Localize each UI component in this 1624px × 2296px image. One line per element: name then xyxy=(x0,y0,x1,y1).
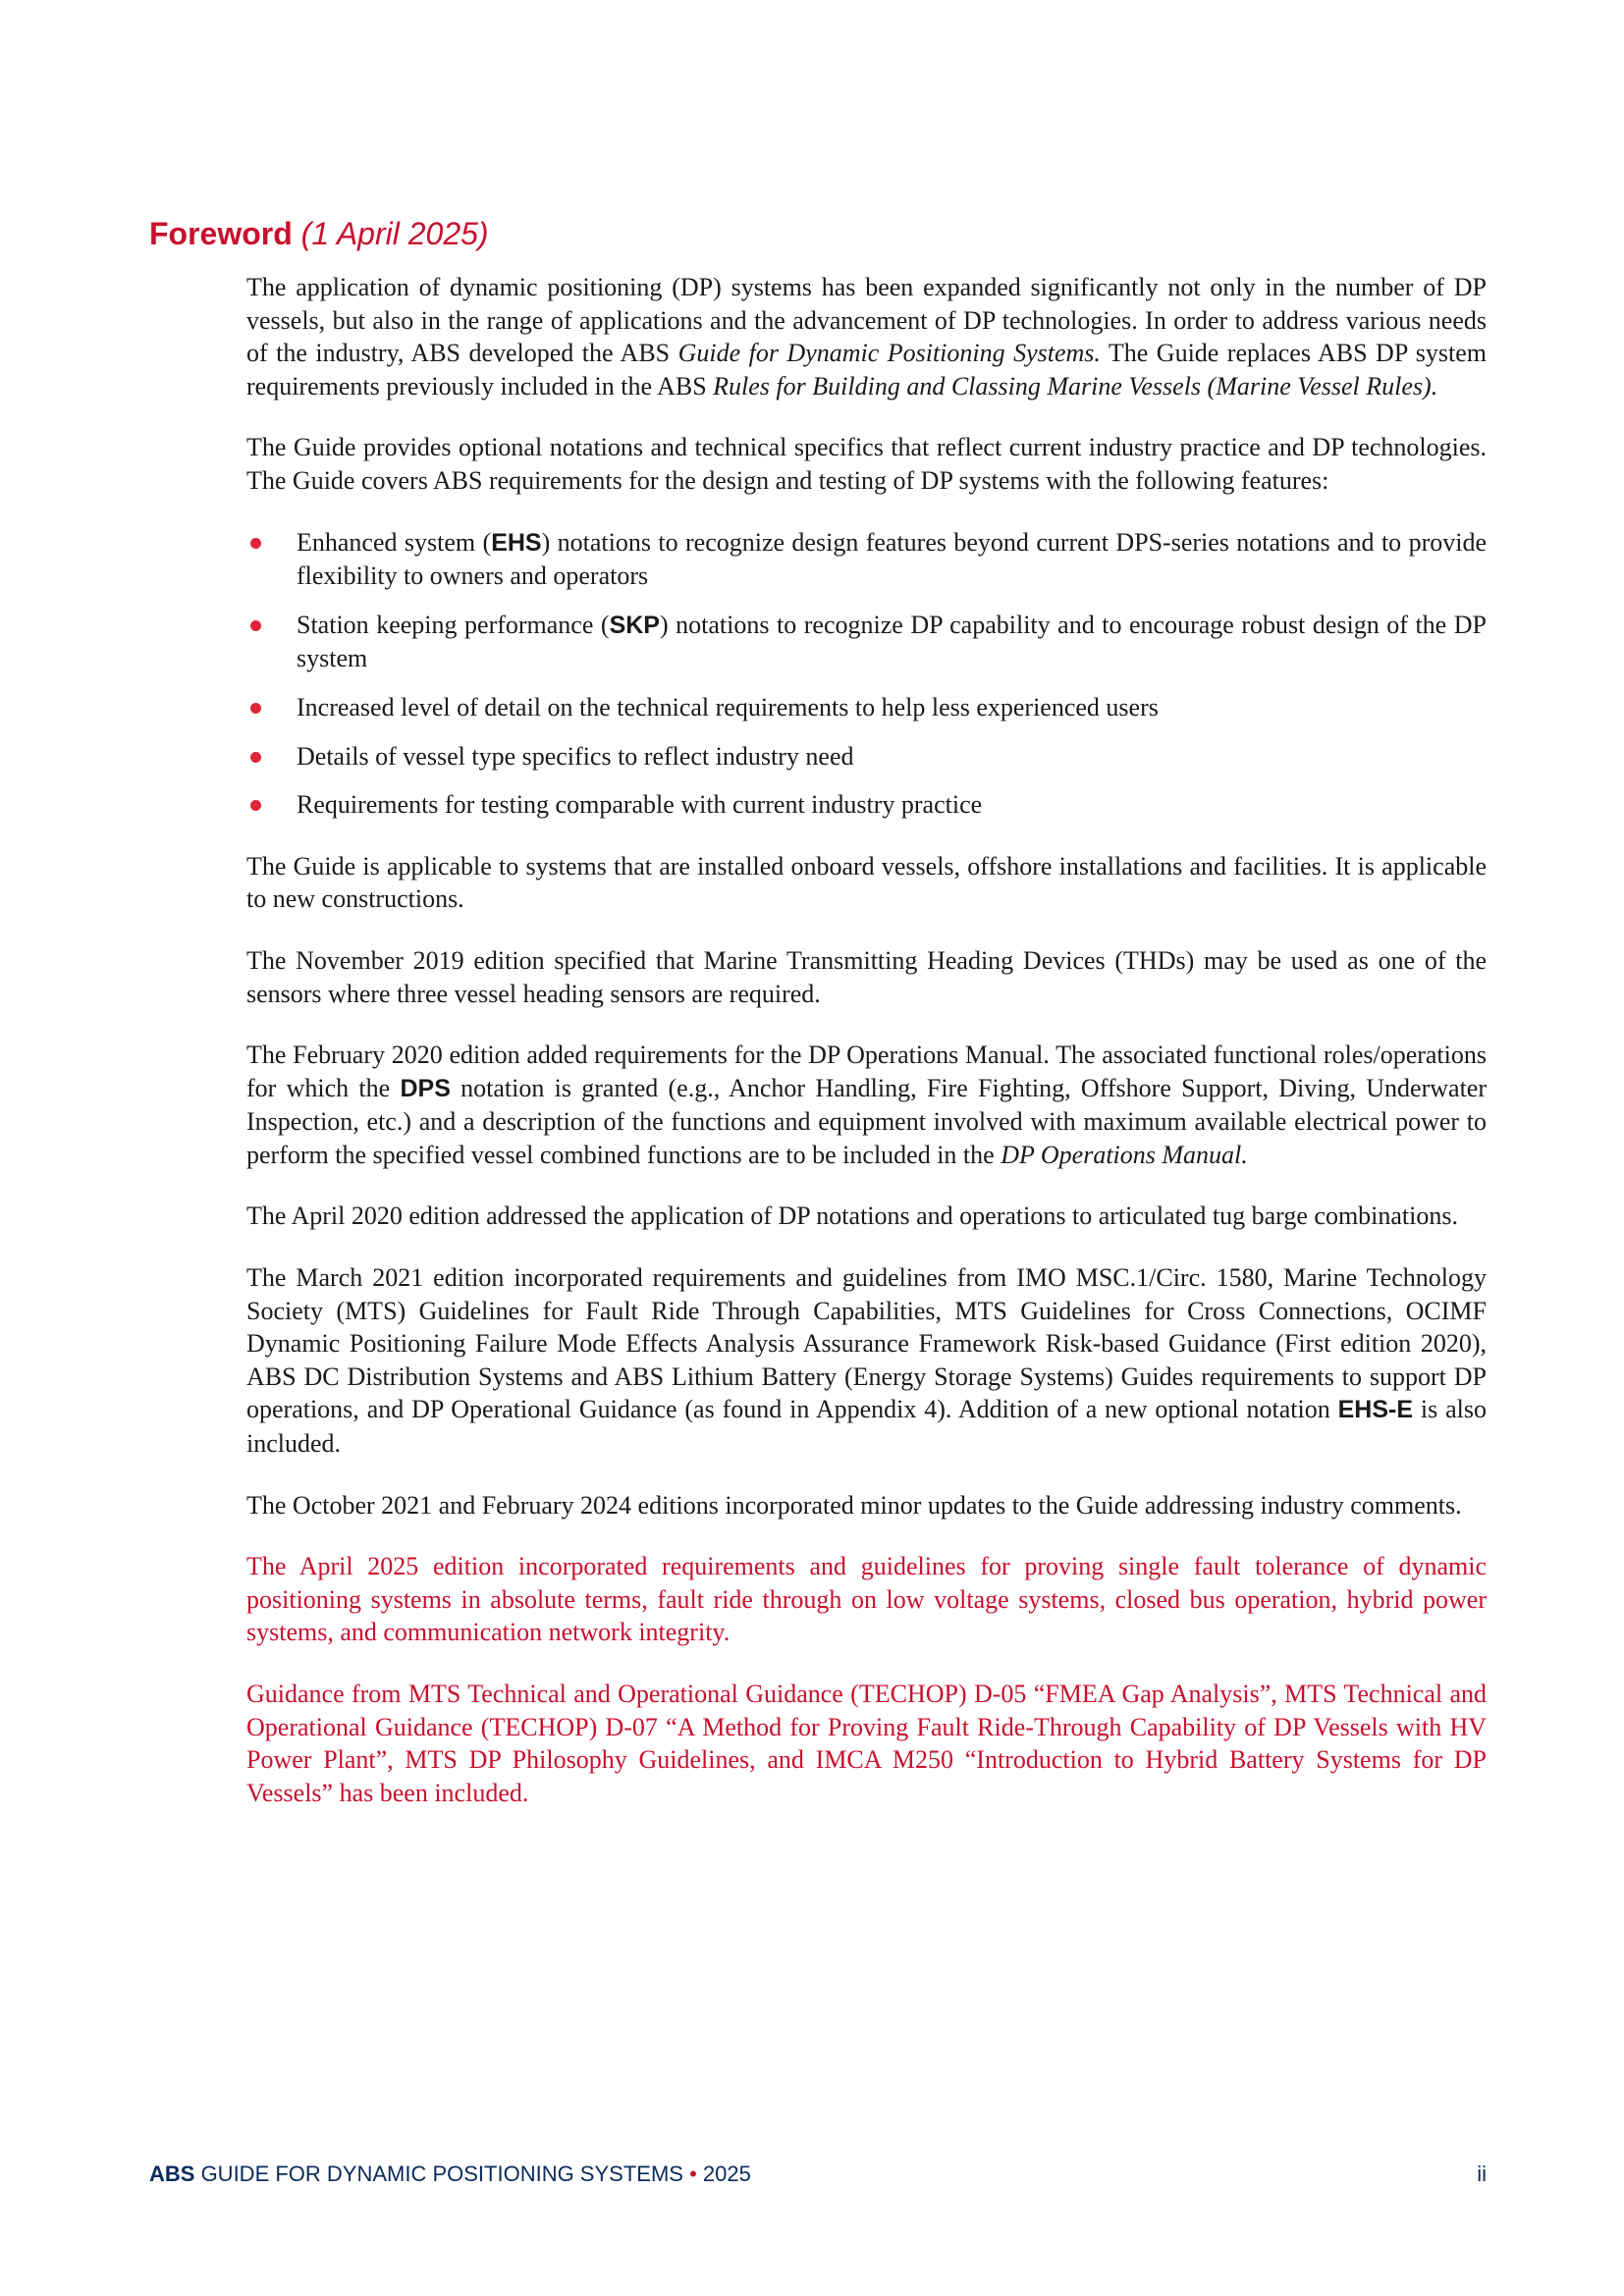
text-run: . xyxy=(1431,371,1438,400)
heading-date: (1 April 2025) xyxy=(300,216,489,251)
bullet-dot-icon xyxy=(250,620,261,631)
text-run: ) notations to recognize DP capability and to encourage robust design of the DP system xyxy=(297,610,1487,673)
paragraph-feb-2020 xyxy=(246,1039,1487,1171)
text-run: is also included. xyxy=(246,1395,1487,1459)
notation-dps: DPS xyxy=(400,1074,451,1102)
footer-separator: • xyxy=(689,2162,697,2186)
list-item xyxy=(246,788,1487,822)
section-heading xyxy=(149,214,489,253)
bullet-dot-icon xyxy=(250,800,261,811)
list-item xyxy=(246,609,1487,675)
paragraph-applicability: The Guide is applicable to systems that are installed onboard vessels, offshore installations and facilities. It is applicable to new constructions. xyxy=(246,851,1487,914)
text-run: The application of dynamic positioning (DP) systems has been expanded significantly not only in the number of DP vessels, but also in the range of applications and the advancement of DP technologies. In order to address various needs of the industry, ABS developed the ABS xyxy=(246,273,1487,368)
notation-ehs-e: EHS-E xyxy=(1337,1396,1413,1424)
guide-title-italic: Guide for Dynamic Positioning Systems. xyxy=(677,339,1101,368)
list-item xyxy=(246,691,1487,724)
text-run: . xyxy=(1241,1140,1248,1169)
text-run: The February 2020 edition added requirements for the DP Operations Manual. The associated functional roles/operations for which the xyxy=(246,1041,1487,1102)
footer-year: 2025 xyxy=(696,2162,751,2186)
paragraph-mar-2021 xyxy=(246,1261,1487,1461)
paragraph-apr-2025: The April 2025 edition incorporated requirements and guidelines for proving single fault tolerance of dynamic positioning systems in absolute terms, fault ride through on low voltage systems, closed bus operation, hybrid power systems, and communication network integrity. xyxy=(246,1552,1487,1647)
list-item xyxy=(246,740,1487,774)
paragraph-nov-2019: The November 2019 edition specified that Marine Transmitting Heading Devices (THDs) may be used as one of the sensors where three vessel heading sensors are required. xyxy=(246,945,1487,1008)
paragraph-apr-2020: The April 2020 edition addressed the application of DP notations and operations to articulated tug barge combinations. xyxy=(246,1201,1458,1231)
notation-ehs: EHS xyxy=(491,528,542,557)
footer-brand: ABS xyxy=(149,2162,195,2186)
manual-title-italic: DP Operations Manual xyxy=(1001,1140,1242,1169)
text-run: Enhanced system ( xyxy=(297,527,492,557)
text-run: Increased level of detail on the technical requirements to help less experienced users xyxy=(297,692,1159,721)
text-run: Station keeping performance ( xyxy=(297,610,610,639)
feature-list xyxy=(246,526,1487,822)
foreword-body xyxy=(246,271,1487,1838)
text-run: Requirements for testing comparable with current industry practice xyxy=(297,790,983,820)
page-number: ii xyxy=(1477,2162,1487,2186)
text-run: notation is granted (e.g., Anchor Handling, Fire Fighting, Offshore Support, Diving, Underwater Inspection, etc.) and a description of the functions and equipment involved with maximum available electrical power to perform the specified vessel combined functions are to be included in the xyxy=(246,1073,1487,1169)
footer-title: GUIDE FOR DYNAMIC POSITIONING SYSTEMS xyxy=(194,2162,690,2186)
heading-title: Foreword xyxy=(149,216,293,251)
bullet-dot-icon xyxy=(250,538,261,549)
bullet-dot-icon xyxy=(250,703,261,714)
text-run: ) notations to recognize design features beyond current DPS-series notations and to provide flexibility to owners and operators xyxy=(297,527,1488,591)
rules-title-italic: Rules for Building and Classing Marine Vessels (Marine Vessel Rules) xyxy=(713,371,1432,400)
bullet-dot-icon xyxy=(250,752,261,763)
page-footer xyxy=(149,2160,1487,2189)
notation-skp: SKP xyxy=(609,611,660,639)
text-run: The Guide replaces ABS DP system requirements previously included in the ABS xyxy=(246,339,1487,400)
paragraph-intro xyxy=(246,271,1487,402)
list-item xyxy=(246,526,1487,593)
text-run: The March 2021 edition incorporated requirements and guidelines from IMO MSC.1/Circ. 1580, Marine Technology Society (MTS) Guidelines for Fault Ride Through Capabilities, MTS Guidelines for Cross Connections, OCIMF Dynamic Positioning Failure Mode Effects Analysis Assurance Framework Risk-based Guidance (First edition 2020), ABS DC Distribution Systems and ABS Lithium Battery (Energy Storage Systems) Guides requirements to support DP operations, and DP Operational Guidance (as found in Appendix 4). Addition of a new optional notation xyxy=(246,1263,1487,1424)
paragraph-features: The Guide provides optional notations and technical specifics that reflect current industry practice and DP technologies. The Guide covers ABS requirements for the design and testing of DP systems with the following features: xyxy=(246,433,1487,495)
paragraph-oct-2021: The October 2021 and February 2024 editions incorporated minor updates to the Guide addressing industry comments. xyxy=(246,1490,1462,1520)
text-run: Details of vessel type specifics to reflect industry need xyxy=(297,741,854,771)
paragraph-guidance: Guidance from MTS Technical and Operational Guidance (TECHOP) D-05 “FMEA Gap Analysis”, MTS Technical and Operational Guidance (TECHOP) D-07 “A Method for Proving Fault Ride-Through Capability of DP Vessels with HV Power Plant”, MTS DP Philosophy Guidelines, and IMCA M250 “Introduction to Hybrid Battery Systems for DP Vessels” has been included. xyxy=(246,1680,1487,1807)
